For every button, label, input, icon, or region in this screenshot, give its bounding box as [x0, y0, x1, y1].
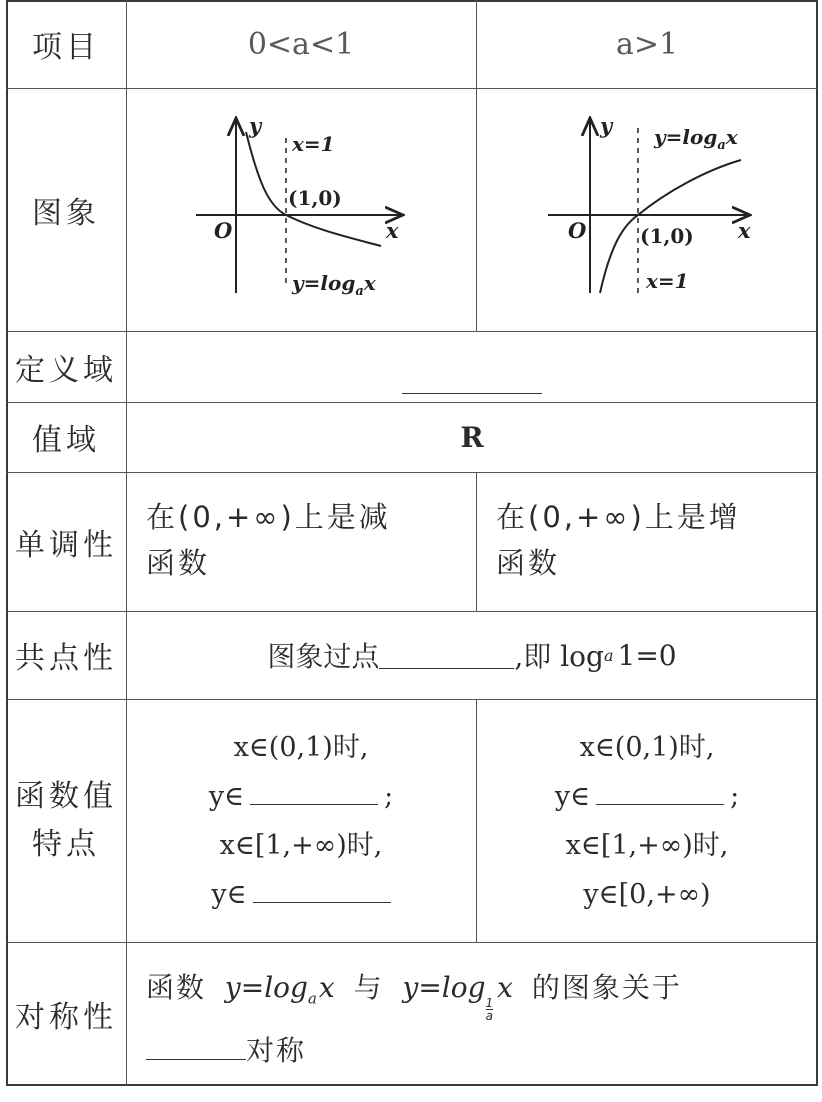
domain-blank[interactable]	[402, 367, 542, 394]
value-col1-y-in-2: y∈	[211, 879, 247, 910]
header-item-label: 项目	[32, 30, 100, 65]
x-axis-label: x	[738, 218, 751, 243]
fraction-numerator: 1	[485, 996, 494, 1010]
value-col1-semicolon: ;	[384, 781, 394, 812]
curve-label: $y=\log_ax$	[654, 125, 738, 153]
symmetry-label: 对称性	[15, 1000, 117, 1035]
value-col2-line4: y∈[0,+∞)	[583, 879, 711, 910]
value-features-label-line2: 特点	[32, 826, 100, 862]
value-col1-line1: x∈(0,1)时,	[233, 732, 369, 763]
symmetry-blank[interactable]	[146, 1033, 246, 1060]
value-col2-line3: x∈[1,+∞)时,	[565, 830, 729, 861]
monotonic-col2-line2: 函数	[496, 546, 561, 580]
log-function-properties-table	[6, 0, 818, 1086]
column-divider	[476, 472, 477, 611]
asymptote-label: x=1	[646, 269, 689, 293]
value-col1-line2	[126, 772, 476, 821]
common-point-suffix: ,即 log	[514, 640, 604, 673]
symmetry-func2: y=log	[402, 971, 486, 1004]
y-axis-label: y	[249, 113, 262, 138]
graph-label: 图象	[32, 195, 100, 231]
symmetry-text-b: 的图象关于	[531, 971, 682, 1004]
value-col1-blank2[interactable]	[253, 876, 391, 903]
point-label: (1,0)	[288, 186, 342, 210]
fraction-denominator: a	[485, 1009, 494, 1023]
symmetry-text-and: 与	[353, 971, 384, 1004]
graph-increasing-svg	[476, 88, 818, 331]
common-point-blank[interactable]	[379, 642, 514, 669]
value-features-label-line1: 函数值	[15, 778, 117, 814]
value-col1-blank1[interactable]	[250, 778, 378, 805]
symmetry-func1-var: x	[318, 971, 335, 1004]
value-col2-line1: x∈(0,1)时,	[579, 732, 715, 763]
origin-label: O	[214, 218, 233, 243]
domain-answer-cell	[126, 331, 818, 402]
y-axis-label: y	[600, 113, 613, 138]
origin-label: O	[568, 218, 587, 243]
graph-increasing	[476, 88, 818, 331]
asymptote-label: x=1	[292, 132, 335, 156]
symmetry-func1: y=log	[224, 971, 308, 1004]
header-col-base-between-0-and-1: 0<a<1	[247, 26, 355, 62]
symmetry-text-c: 对称	[246, 1033, 307, 1067]
value-features-col2	[476, 723, 818, 919]
common-point-prefix: 图象过点	[267, 640, 380, 673]
value-col1-line3: x∈[1,+∞)时,	[219, 830, 383, 861]
symmetry-fraction	[486, 997, 494, 1022]
value-features-label	[6, 699, 126, 942]
common-point-tail: 1=0	[617, 638, 677, 672]
range-value: R	[460, 420, 484, 454]
symmetry-func1-sub: a	[307, 989, 319, 1008]
header-col-base-greater-than-1: a>1	[615, 26, 679, 62]
common-point-sub: a	[603, 645, 614, 665]
monotonic-label: 单调性	[15, 527, 117, 563]
row-divider	[6, 472, 818, 473]
value-col2-line2	[476, 772, 818, 821]
domain-label: 定义域	[15, 352, 117, 388]
value-col1-y-in: y∈	[208, 781, 245, 812]
curve-label: $y=\log_ax$	[292, 271, 376, 299]
row-divider	[6, 699, 818, 700]
symmetry-content	[146, 962, 811, 1077]
value-col2-semicolon: ;	[730, 781, 740, 812]
x-axis-label: x	[386, 218, 399, 243]
common-point-label: 共点性	[15, 641, 117, 676]
value-col2-y-in: y∈	[554, 781, 591, 812]
monotonic-col1-line1: 在(0,+∞)上是减	[146, 500, 391, 534]
value-col1-line4	[126, 870, 476, 919]
value-features-col1	[126, 723, 476, 919]
monotonic-col2	[496, 494, 814, 586]
monotonic-col2-line1: 在(0,+∞)上是增	[496, 500, 741, 534]
symmetry-text-a: 函数	[146, 971, 207, 1004]
value-col2-blank1[interactable]	[596, 778, 724, 805]
range-label: 值域	[32, 423, 100, 458]
monotonic-col1	[146, 494, 471, 586]
graph-decreasing	[126, 88, 476, 331]
symmetry-line2	[146, 1025, 811, 1077]
row-divider	[6, 942, 818, 943]
common-point-content	[126, 611, 818, 699]
monotonic-col1-line2: 函数	[146, 546, 211, 580]
graph-decreasing-svg	[126, 88, 476, 331]
symmetry-func2-var: x	[497, 971, 513, 1004]
symmetry-line1	[146, 962, 811, 1025]
point-label: (1,0)	[640, 224, 694, 248]
